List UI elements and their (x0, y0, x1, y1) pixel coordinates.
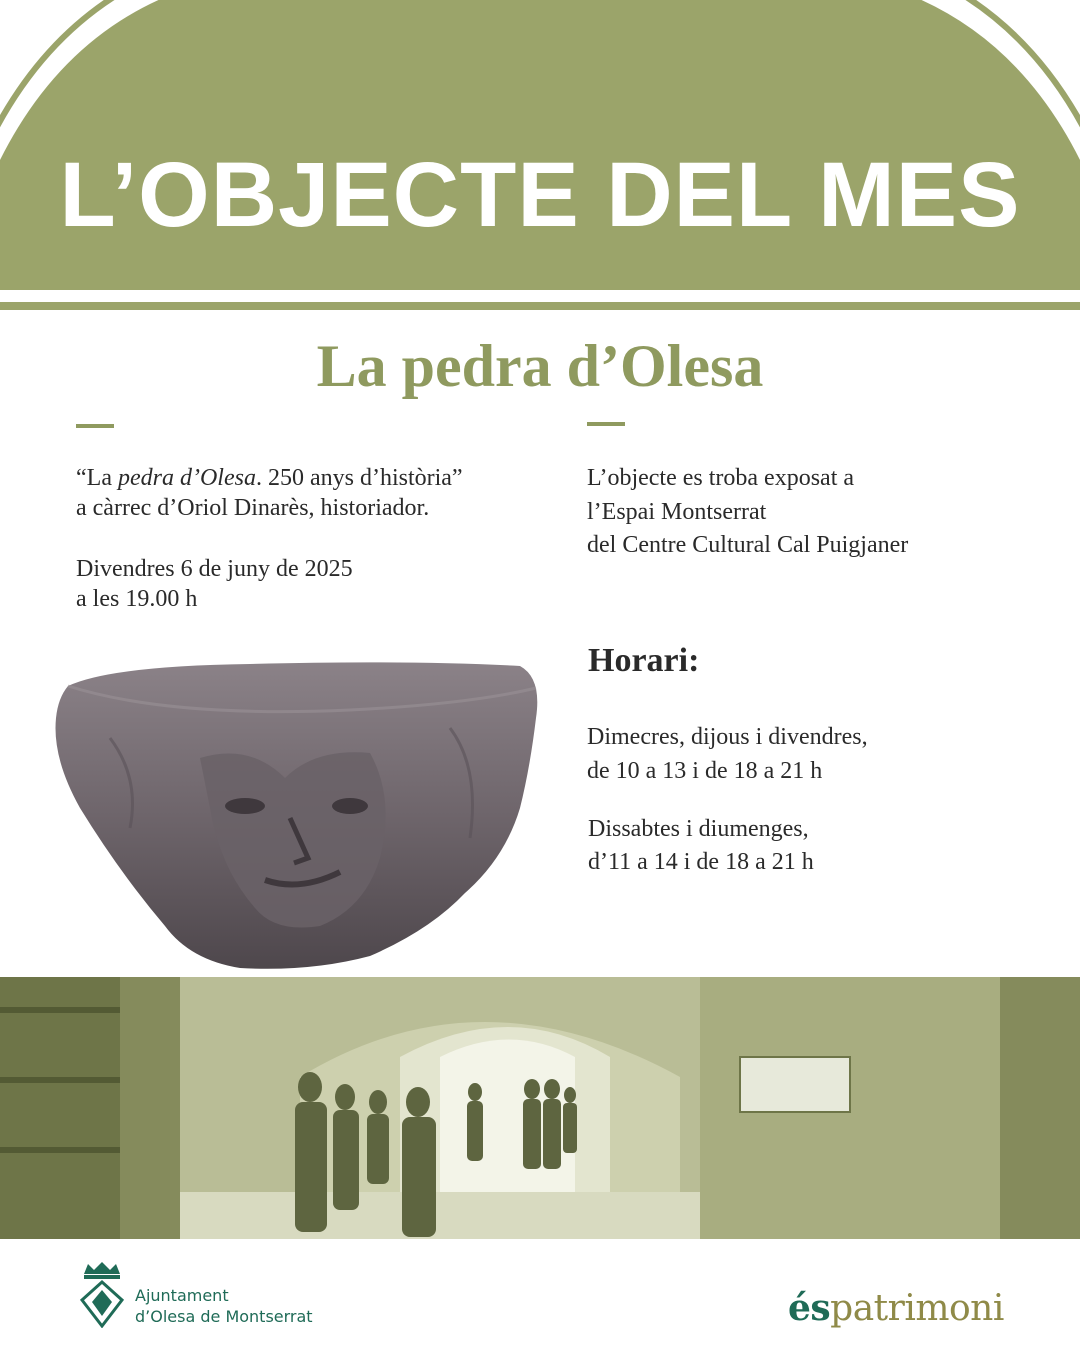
ajuntament-logo-text: Ajuntament d’Olesa de Montserrat (135, 1286, 313, 1326)
stone-sculpture-image (50, 658, 545, 976)
schedule-heading: Horari: (588, 642, 700, 679)
right-dash (587, 422, 625, 426)
talk-date: Divendres 6 de juny de 2025 (76, 556, 353, 582)
schedule-weekend-days: Dissabtes i diumenges, (588, 816, 809, 842)
talk-time: a les 19.00 h (76, 586, 198, 612)
espatrimoni-logo: éspatrimoni (788, 1287, 1004, 1329)
talk-speaker: a càrrec d’Oriol Dinarès, historiador. (76, 495, 430, 521)
schedule-weekdays-days: Dimecres, dijous i divendres, (587, 724, 868, 750)
schedule-weekend-hours: d’11 a 14 i de 18 a 21 h (588, 849, 814, 875)
poster-title: L’OBJECTE DEL MES (59, 144, 1021, 246)
interior-photo (0, 977, 1080, 1239)
location-line-3: del Centre Cultural Cal Puigjaner (587, 532, 909, 558)
ajuntament-crest-icon (80, 1260, 124, 1328)
talk-title: “La pedra d’Olesa. 250 anys d’història” (76, 465, 463, 491)
location-line-2: l’Espai Montserrat (587, 499, 767, 525)
location-line-1: L’objecte es troba exposat a (587, 465, 855, 491)
left-dash (76, 424, 114, 428)
object-name: La pedra d’Olesa (316, 333, 764, 399)
header-stripe (0, 302, 1080, 310)
schedule-weekdays-hours: de 10 a 13 i de 18 a 21 h (587, 758, 823, 784)
